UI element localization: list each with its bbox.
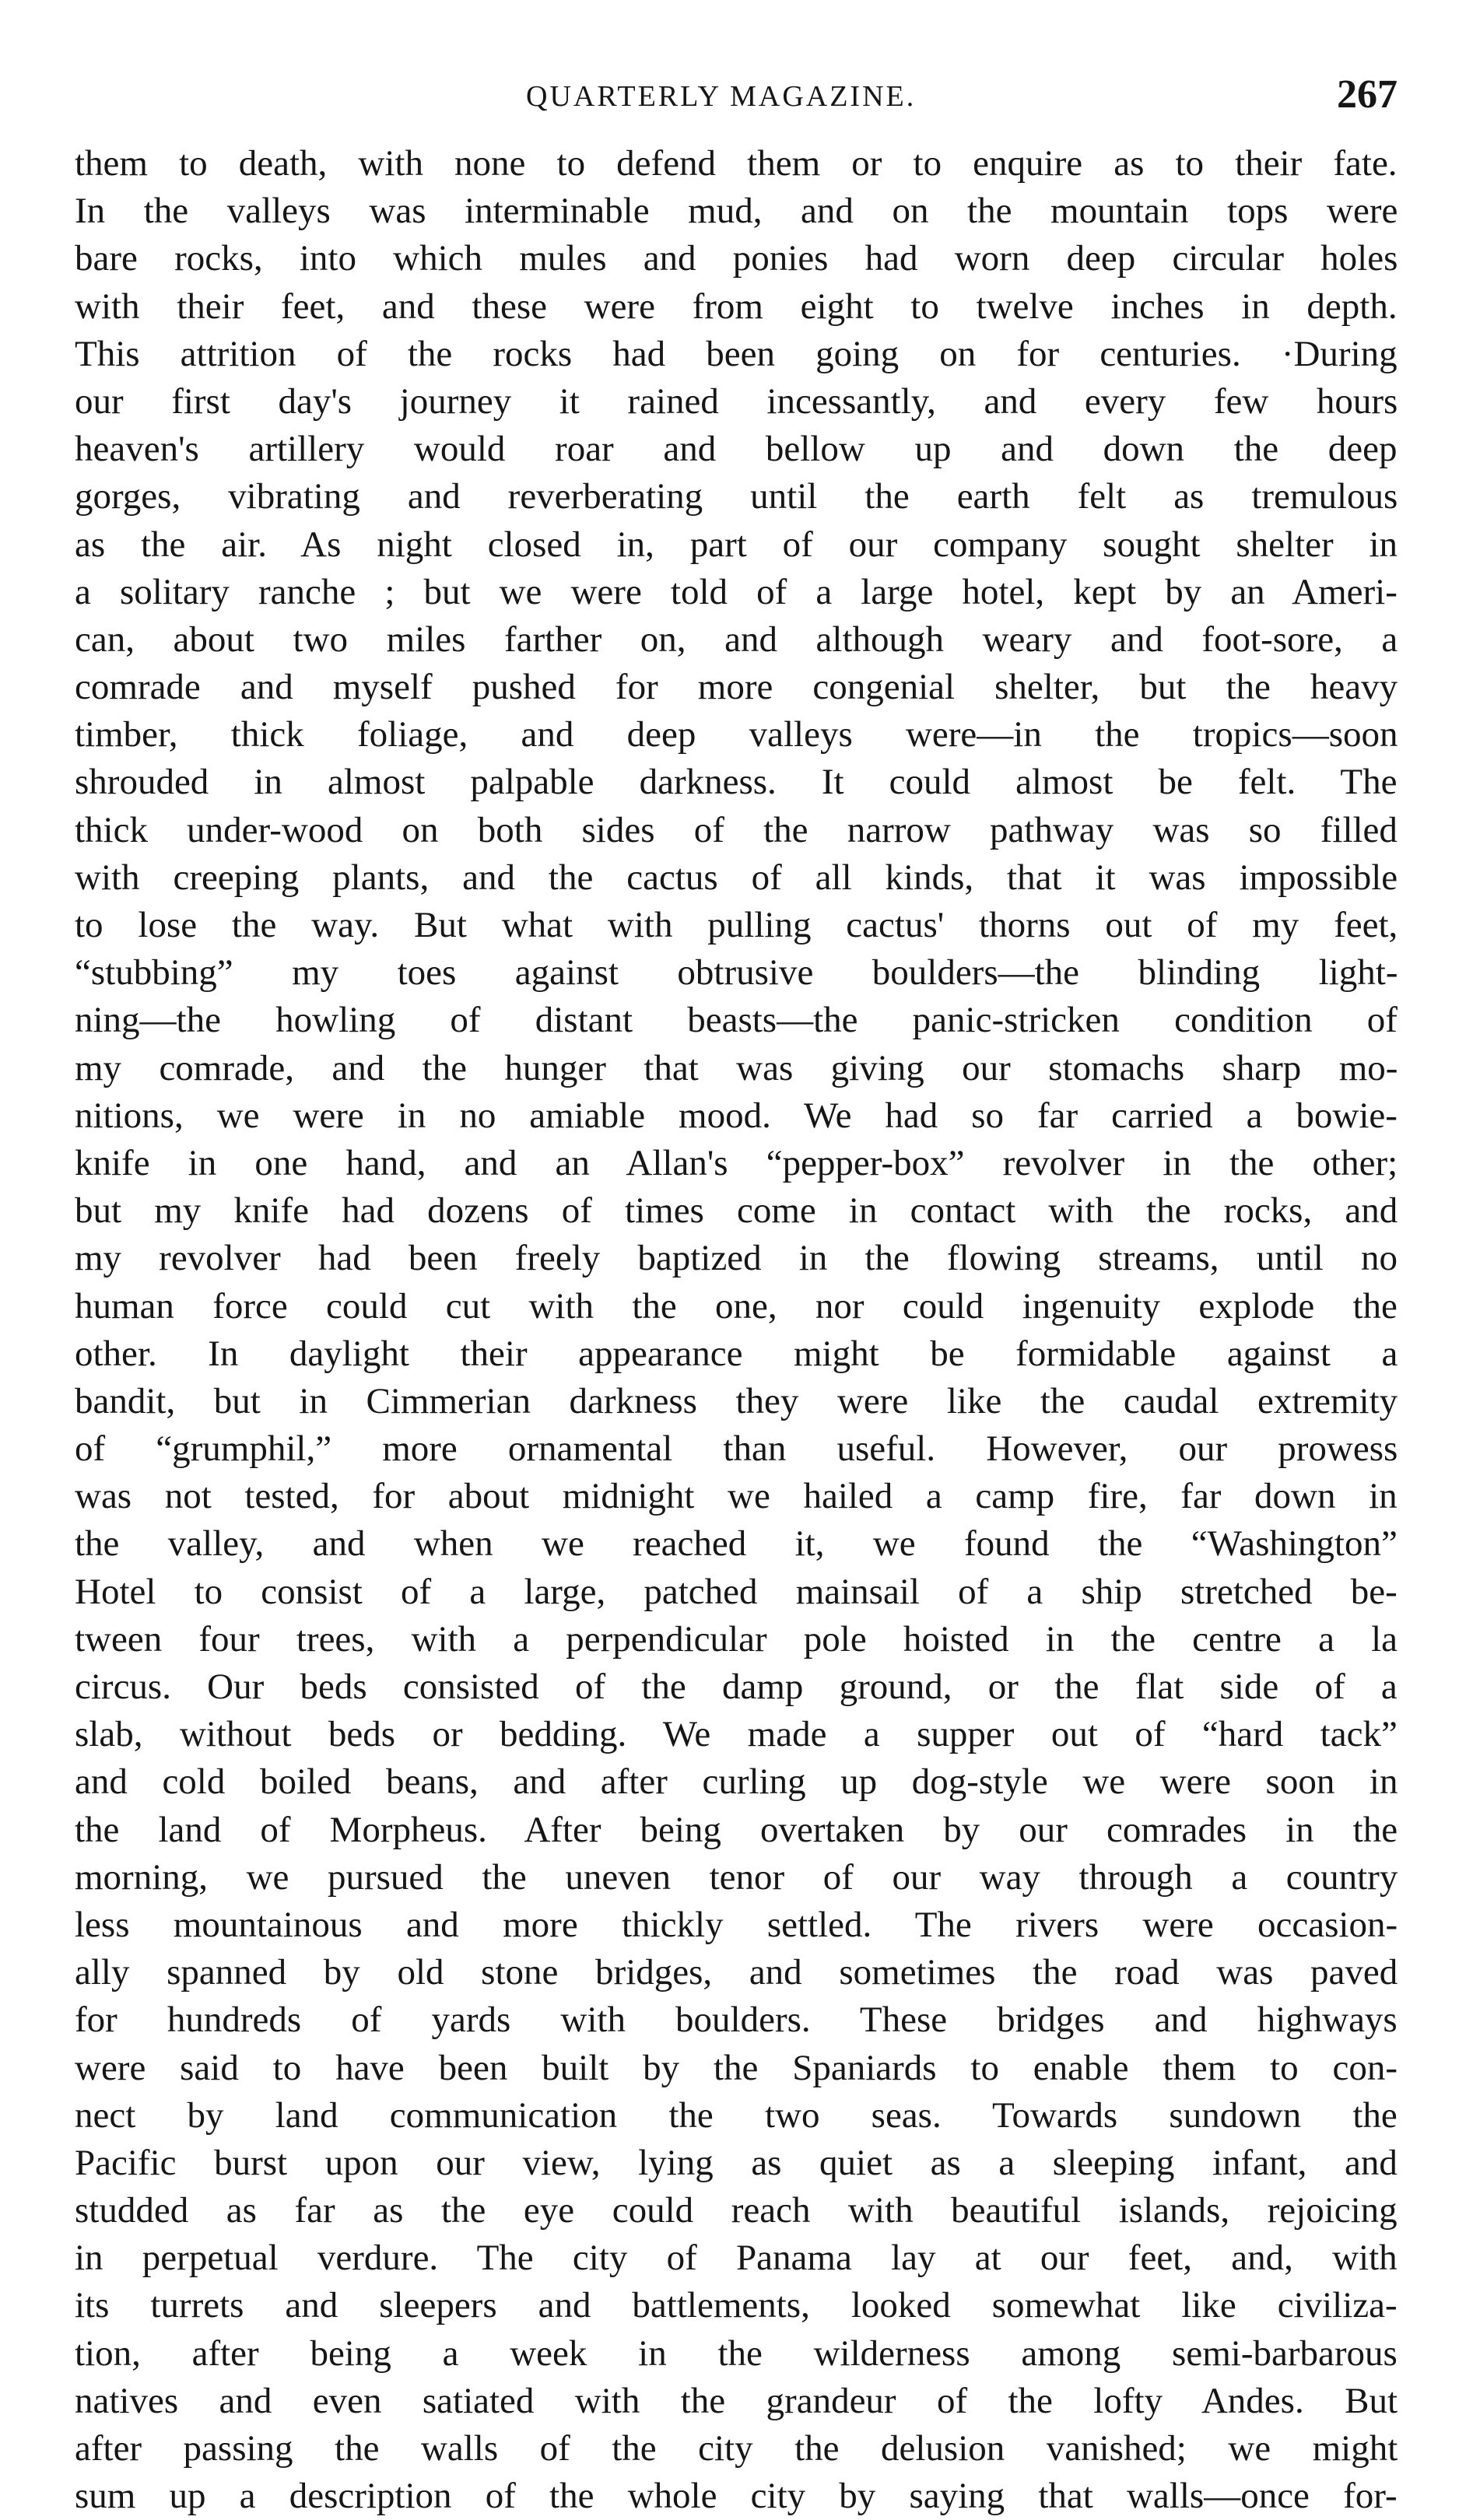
text-line: its turrets and sleepers and battlements, looked somewhat like civiliza- xyxy=(75,2285,1398,2326)
text-line: nitions, we were in no amiable mood. We had so far carried a bowie- xyxy=(75,1095,1398,1136)
text-line: morning, we pursued the uneven tenor of our way through a country xyxy=(75,1856,1398,1898)
text-line: natives and even satiated with the grandeur of the lofty Andes. But xyxy=(75,2380,1398,2421)
text-line: and cold boiled beans, and after curling up dog-style we were soon in xyxy=(75,1761,1398,1803)
text-line: nect by land communication the two seas. Towards sundown the xyxy=(75,2094,1398,2136)
text-line: of “grumphil,” more ornamental than useful. However, our prowess xyxy=(75,1428,1398,1470)
text-line: timber, thick foliage, and deep valleys were—in the tropics—soon xyxy=(75,714,1398,755)
text-line: but my knife had dozens of times come in contact with the rocks, and xyxy=(75,1190,1398,1232)
text-line: heaven's artillery would roar and bellow up and down the deep xyxy=(75,429,1398,470)
text-line: other. In daylight their appearance might be formidable against a xyxy=(75,1333,1398,1374)
text-line: gorges, vibrating and reverberating until the earth felt as tremulous xyxy=(75,476,1398,517)
text-line: to lose the way. But what with pulling cactus' thorns out of my feet, xyxy=(75,905,1398,945)
text-line: studded as far as the eye could reach with beautiful islands, rejoicing xyxy=(75,2190,1398,2231)
text-line: with creeping plants, and the cactus of all kinds, that it was impossible xyxy=(75,857,1398,898)
text-line: were said to have been built by the Spaniards to enable them to con- xyxy=(75,2047,1398,2088)
page-number: 267 xyxy=(1337,72,1398,117)
text-line: Pacific burst upon our view, lying as quiet as a sleeping infant, and xyxy=(75,2142,1398,2183)
text-line: shrouded in almost palpable darkness. It could almost be felt. The xyxy=(75,762,1398,803)
text-line: thick under-wood on both sides of the narrow pathway was so filled xyxy=(75,809,1398,850)
page-header xyxy=(75,72,1398,126)
text-line: sum up a description of the whole city by saying that walls—once for- xyxy=(75,2476,1398,2517)
text-line: “stubbing” my toes against obtrusive boulders—the blinding light- xyxy=(75,952,1398,994)
text-line: the valley, and when we reached it, we found the “Washington” xyxy=(75,1523,1398,1565)
text-line: my comrade, and the hunger that was giving our stomachs sharp mo- xyxy=(75,1047,1398,1088)
text-line: tween four trees, with a perpendicular pole hoisted in the centre a la xyxy=(75,1618,1398,1660)
text-line: comrade and myself pushed for more congenial shelter, but the heavy xyxy=(75,667,1398,708)
text-line: our first day's journey it rained incessantly, and every few hours xyxy=(75,380,1398,422)
text-line: ning—the howling of distant beasts—the panic-stricken condition of xyxy=(75,1000,1398,1041)
text-line: In the valleys was interminable mud, and on the mountain tops were xyxy=(75,191,1398,232)
text-line: can, about two miles farther on, and although weary and foot-sore, a xyxy=(75,619,1398,660)
text-line: knife in one hand, and an Allan's “pepper-box” revolver in the other; xyxy=(75,1142,1398,1183)
text-line: bare rocks, into which mules and ponies had worn deep circular holes xyxy=(75,238,1398,279)
text-line: tion, after being a week in the wilderness among semi-barbarous xyxy=(75,2332,1398,2374)
text-line: ally spanned by old stone bridges, and sometimes the road was paved xyxy=(75,1952,1398,1993)
text-line: with their feet, and these were from eight to twelve inches in depth. xyxy=(75,286,1398,327)
running-title: QUARTERLY MAGAZINE. xyxy=(526,80,917,113)
text-line: my revolver had been freely baptized in the flowing streams, until no xyxy=(75,1238,1398,1279)
text-line: slab, without beds or bedding. We made a supper out of “hard tack” xyxy=(75,1714,1398,1755)
text-line: them to death, with none to defend them or to enquire as to their fate. xyxy=(75,143,1398,184)
text-line: after passing the walls of the city the delusion vanished; we might xyxy=(75,2428,1398,2469)
text-line: as the air. As night closed in, part of our company sought shelter in xyxy=(75,524,1398,565)
text-line: for hundreds of yards with boulders. These bridges and highways xyxy=(75,2000,1398,2041)
text-line: This attrition of the rocks had been going on for centuries. ·During xyxy=(75,333,1398,374)
text-line: human force could cut with the one, nor could ingenuity explode the xyxy=(75,1285,1398,1327)
text-line: a solitary ranche ; but we were told of a large hotel, kept by an Ameri- xyxy=(75,571,1398,612)
body-text xyxy=(75,140,1398,2520)
text-line: bandit, but in Cimmerian darkness they were like the caudal extremity xyxy=(75,1380,1398,1421)
text-line: less mountainous and more thickly settled. The rivers were occasion- xyxy=(75,1904,1398,1945)
text-line: the land of Morpheus. After being overtaken by our comrades in the xyxy=(75,1809,1398,1850)
text-line: was not tested, for about midnight we hailed a camp fire, far down in xyxy=(75,1476,1398,1517)
text-line: in perpetual verdure. The city of Panama lay at our feet, and, with xyxy=(75,2238,1398,2279)
text-line: Hotel to consist of a large, patched mainsail of a ship stretched be- xyxy=(75,1571,1398,1612)
text-line: circus. Our beds consisted of the damp ground, or the flat side of a xyxy=(75,1667,1398,1707)
